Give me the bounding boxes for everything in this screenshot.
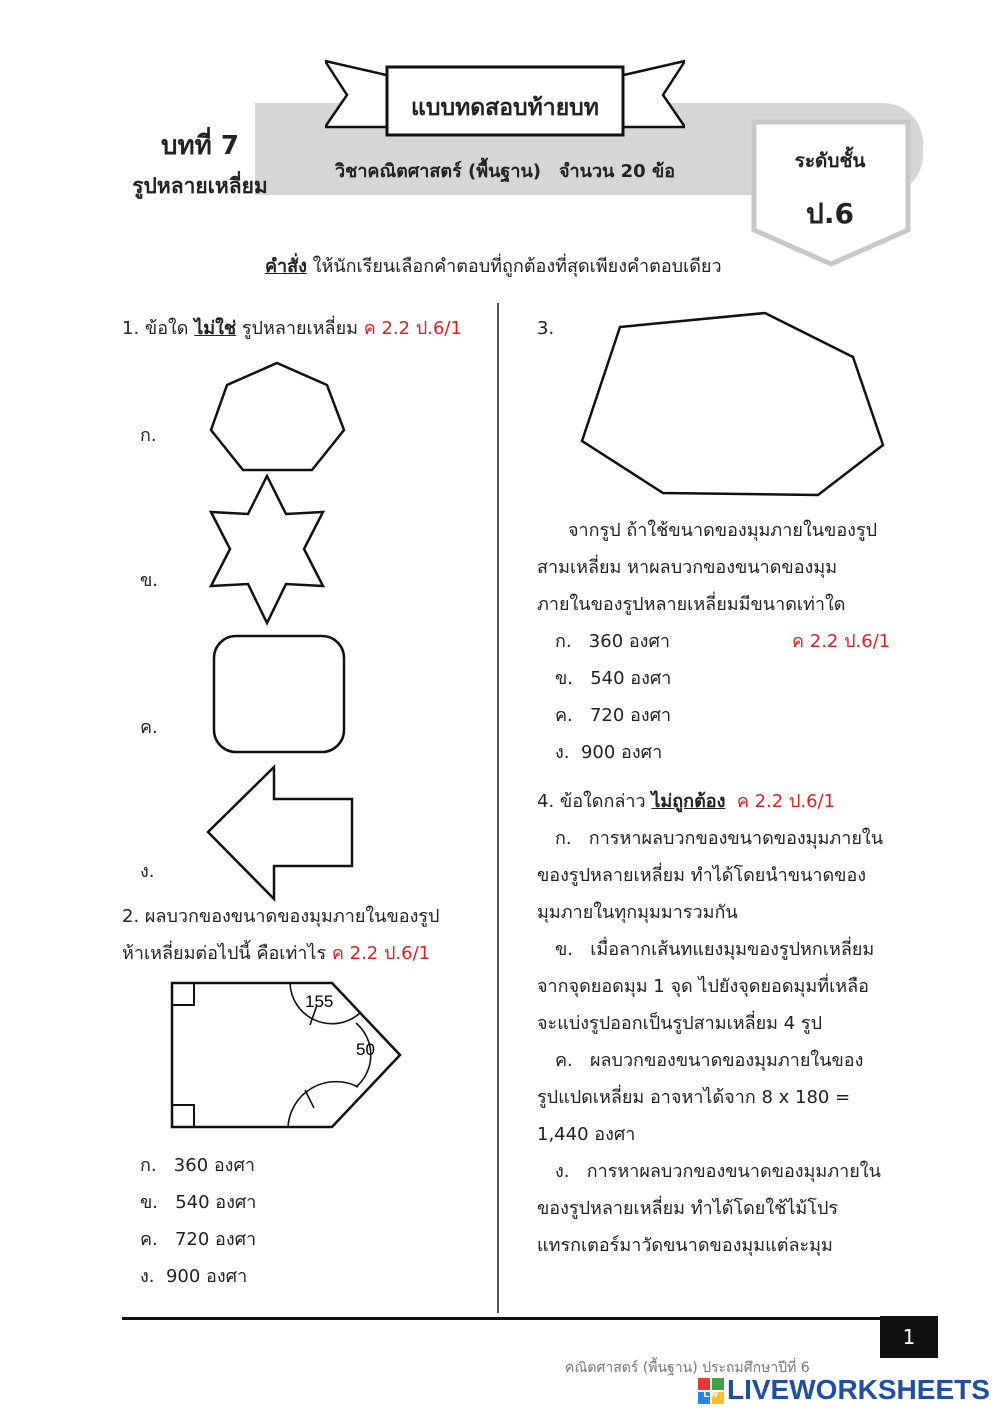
q4-option-c[interactable]: ค. ผลบวกของขนาดของมุมภายในของ: [555, 1050, 864, 1071]
q2-option-c[interactable]: ค. 720 องศา: [140, 1229, 257, 1250]
arrow-shape[interactable]: [200, 762, 360, 904]
q3-line3: ภายในของรูปหลายเหลี่ยมมีขนาดเท่าใด: [537, 594, 846, 615]
q1-code: ค 2.2 ป.6/1: [363, 318, 462, 339]
q3-line1: จากรูป ถ้าใช้ขนาดของมุมภายในของรูป: [568, 520, 878, 541]
q4-option-d[interactable]: ง. การหาผลบวกของขนาดของมุมภายใน: [555, 1161, 881, 1182]
q4-code: ค 2.2 ป.6/1: [736, 791, 836, 812]
heptagon-shape[interactable]: [205, 360, 350, 475]
column-divider: [497, 303, 499, 1313]
test-title: แบบทดสอบท้ายบท: [411, 95, 599, 121]
q1-prefix: 1. ข้อใด: [122, 318, 195, 339]
q4-emphasis: ไม่ถูกต้อง: [651, 791, 726, 812]
q4-prefix: 4. ข้อใดกล่าว: [537, 791, 652, 812]
lesson-title: บทที่ 7: [161, 131, 239, 161]
level-value: ป.6: [806, 197, 854, 230]
footer-course: คณิตศาสตร์ (พื้นฐาน) ประถมศึกษาปีที่ 6: [565, 1360, 810, 1376]
q1-option-c-letter[interactable]: ค.: [140, 717, 158, 738]
q3-option-b[interactable]: ข. 540 องศา: [555, 668, 672, 689]
q1-stem: [122, 310, 462, 347]
q2-line2: [122, 935, 430, 972]
page-number: 1: [880, 1316, 938, 1358]
q4-option-a-line3: มุมภายในทุกมุมมารวมกัน: [537, 902, 738, 923]
q1-option-b-letter[interactable]: ข.: [140, 570, 159, 591]
q4-option-a-line2: ของรูปหลายเหลี่ยม ทำได้โดยนำขนาดของ: [537, 865, 867, 886]
q4-option-c-line2: รูปแปดเหลี่ยม อาจหาได้จาก 8 x 180 =: [537, 1087, 851, 1108]
q2-line1: 2. ผลบวกของขนาดของมุมภายในของรูป: [122, 906, 440, 927]
q2-line2-text: ห้าเหลี่ยมต่อไปนี้ คือเท่าไร: [122, 943, 332, 964]
subject-line: [335, 156, 675, 185]
q4-option-b-line2: จากจุดยอดมุม 1 จุด ไปยังจุดยอดมุมที่เหลือ: [537, 976, 869, 997]
instruction: [265, 251, 722, 280]
q3-option-c[interactable]: ค. 720 องศา: [555, 705, 672, 726]
pentagon-diagram: [160, 975, 410, 1135]
q2-code: ค 2.2 ป.6/1: [331, 943, 431, 964]
q2-option-d[interactable]: ง. 900 องศา: [140, 1266, 248, 1287]
q3-code: ค 2.2 ป.6/1: [792, 631, 891, 652]
rounded-rectangle-shape[interactable]: [210, 632, 350, 757]
q4-stem: [537, 783, 835, 820]
q3-number: 3.: [537, 318, 555, 339]
q4-option-d-line2: ของรูปหลายเหลี่ยม ทำได้โดยใช้ไม้โปร: [537, 1198, 839, 1219]
q4-option-a[interactable]: ก. การหาผลบวกของขนาดของมุมภายใน: [555, 828, 884, 849]
angle-155-label: 155: [305, 992, 334, 1011]
q1-option-a-letter[interactable]: ก.: [140, 425, 157, 446]
liveworksheets-logo-icon: [698, 1378, 724, 1404]
footer-rule: [122, 1317, 882, 1320]
lesson-subtitle: รูปหลายเหลี่ยม: [132, 174, 268, 198]
q2-option-b[interactable]: ข. 540 องศา: [140, 1192, 257, 1213]
q1-suffix: รูปหลายเหลี่ยม: [236, 318, 364, 339]
q2-option-a[interactable]: ก. 360 องศา: [140, 1155, 256, 1176]
q1-emphasis: ไม่ใช่: [194, 318, 237, 339]
liveworksheets-brand[interactable]: LIVEWORKSHEETS: [727, 1374, 990, 1405]
instruction-label: คำสั่ง: [265, 256, 307, 277]
q4-option-c-line3: 1,440 องศา: [537, 1124, 636, 1145]
svg-text:LW: LW: [703, 1389, 719, 1400]
level-label: ระดับชั้น: [794, 150, 866, 172]
star-shape[interactable]: [205, 472, 330, 627]
subject-name: วิชาคณิตศาสตร์ (พื้นฐาน): [335, 161, 541, 182]
q4-option-b[interactable]: ข. เมื่อลากเส้นทแยงมุมของรูปหกเหลี่ยม: [555, 939, 875, 960]
q3-option-d[interactable]: ง. 900 องศา: [555, 742, 663, 763]
q4-option-d-line3: แทรกเตอร์มาวัดขนาดของมุมแต่ละมุม: [537, 1235, 833, 1256]
instruction-text: ให้นักเรียนเลือกคำตอบที่ถูกต้องที่สุดเพียงคำตอบเดียว: [312, 256, 722, 277]
irregular-polygon-diagram: [575, 305, 895, 505]
q3-line2: สามเหลี่ยม หาผลบวกของขนาดของมุม: [537, 557, 838, 578]
angle-50-label: 50: [356, 1040, 375, 1059]
question-count: จำนวน 20 ข้อ: [558, 161, 676, 182]
q3-option-a[interactable]: ก. 360 องศา: [555, 631, 671, 652]
q4-option-b-line3: จะแบ่งรูปออกเป็นรูปสามเหลี่ยม 4 รูป: [537, 1013, 823, 1034]
q1-option-d-letter[interactable]: ง.: [140, 861, 155, 882]
